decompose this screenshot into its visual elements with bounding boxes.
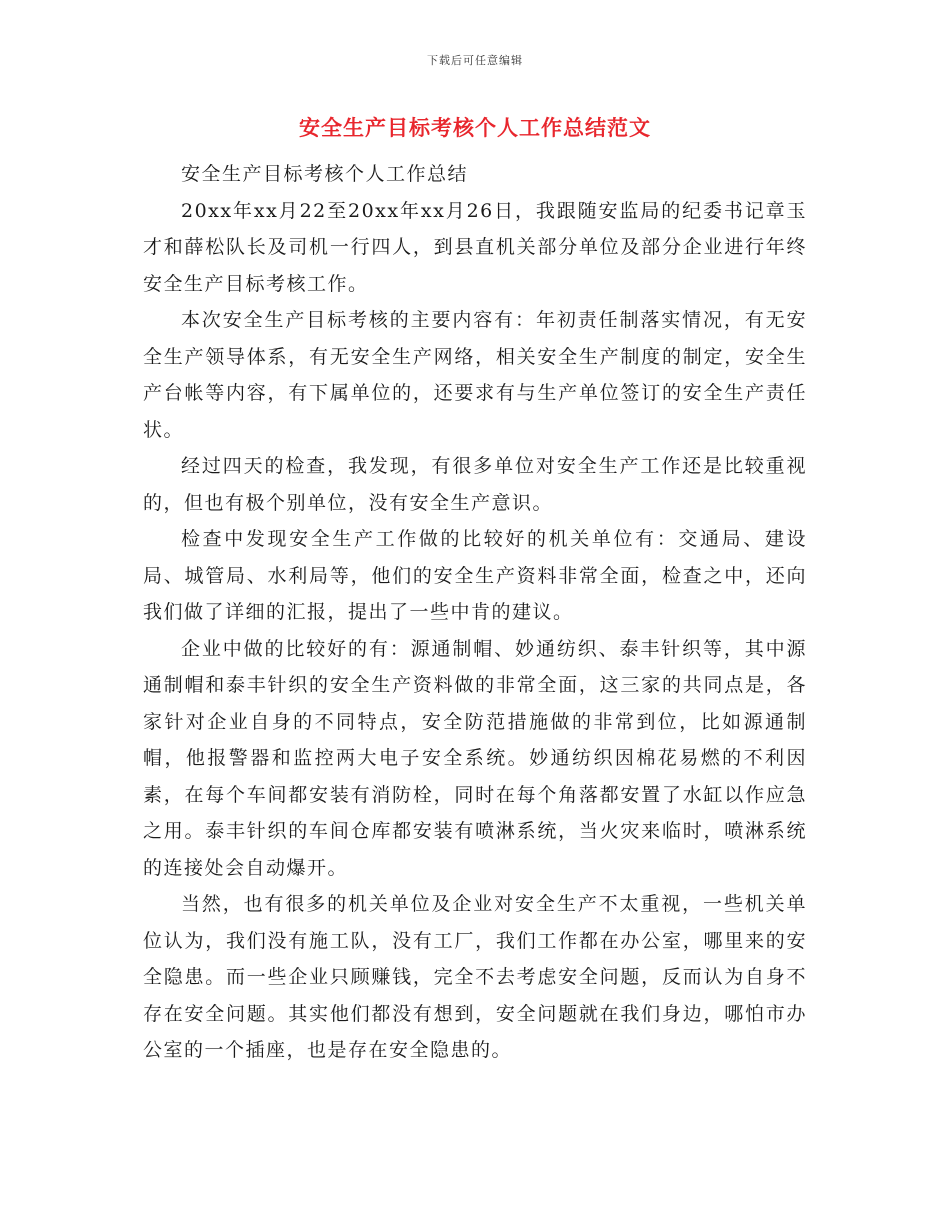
paragraph-4: 检查中发现安全生产工作做的比较好的机关单位有：交通局、建设局、城管局、水利局等，他们的安全生产资料非常全面，检查之中，还向我们做了详细的汇报，提出了一些中肯的建议。 xyxy=(143,528,807,623)
header-note: 下载后可任意编辑 xyxy=(427,54,523,67)
paragraph-3: 经过四天的检查，我发现，有很多单位对安全生产工作还是比较重视的，但也有极个别单位，没有安全生产意识。 xyxy=(143,455,807,514)
paragraph-subtitle: 安全生产目标考核个人工作总结 xyxy=(181,163,469,185)
document-title: 安全生产目标考核个人工作总结范文 xyxy=(299,116,651,140)
paragraph-2: 本次安全生产目标考核的主要内容有：年初责任制落实情况，有无安全生产领导体系，有无安全生产网络，相关安全生产制度的制定，安全生产台帐等内容，有下属单位的，还要求有与生产单位签订的安全生产责任状。 xyxy=(143,309,807,441)
paragraph-6: 当然，也有很多的机关单位及企业对安全生产不太重视，一些机关单位认为，我们没有施工队，没有工厂，我们工作都在办公室，哪里来的安全隐患。而一些企业只顾赚钱，完全不去考虑安全问题，反而认为自身不存在安全问题。其实他们都没有想到，安全问题就在我们身边，哪怕市办公室的一个插座，也是存在安全隐患的。 xyxy=(143,893,807,1061)
document-body xyxy=(143,156,807,1069)
paragraph-1: 20xx年xx月22至20xx年xx月26日，我跟随安监局的纪委书记章玉才和薛松队长及司机一行四人，到县直机关部分单位及部分企业进行年终安全生产目标考核工作。 xyxy=(143,199,807,295)
paragraph-5: 企业中做的比较好的有：源通制帽、妙通纺织、泰丰针织等，其中源通制帽和泰丰针织的安全生产资料做的非常全面，这三家的共同点是，各家针对企业自身的不同特点，安全防范措施做的非常到位，比如源通制帽，他报警器和监控两大电子安全系统。妙通纺织因棉花易燃的不利因素，在每个车间都安装有消防栓，同时在每个角落都安置了水缸以作应急之用。泰丰针织的车间仓库都安装有喷淋系统，当火灾来临时，喷淋系统的连接处会自动爆开。 xyxy=(143,637,807,879)
